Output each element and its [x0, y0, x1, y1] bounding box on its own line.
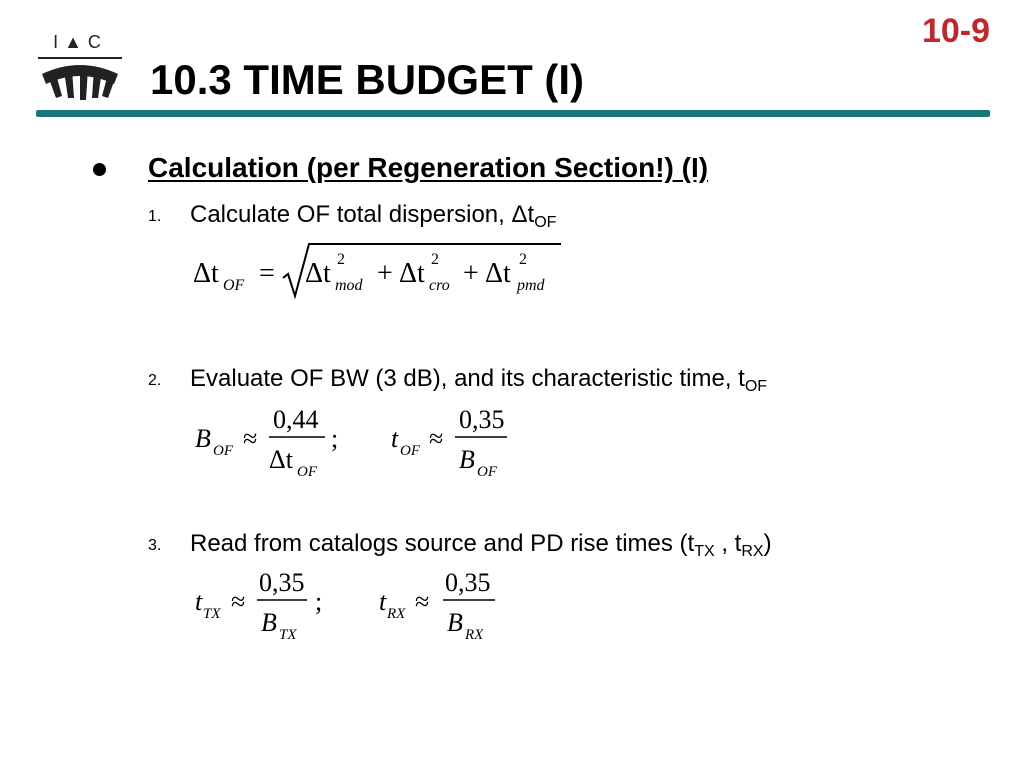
logo-emblem-icon	[34, 32, 126, 122]
f2-den1-sub: OF	[297, 464, 317, 480]
f3-den2: B	[447, 608, 463, 637]
f3-num1: 0,35	[259, 568, 305, 597]
formula-rise-times	[185, 563, 525, 653]
f3-sep: ;	[315, 587, 323, 616]
f1-lhs-sub: OF	[223, 277, 245, 294]
step-number: 1.	[148, 208, 162, 225]
title-rule	[36, 110, 990, 117]
f1-t1: Δt	[305, 258, 331, 289]
slide-number: 10-9	[921, 12, 990, 50]
formula-bandwidth	[185, 400, 545, 490]
f2-num2: 0,35	[459, 405, 505, 434]
f1-plus2: +	[463, 258, 479, 289]
slide-title: 10.3 TIME BUDGET (I)	[150, 56, 585, 103]
f2-approx2: ≈	[429, 424, 444, 453]
f3-approx1: ≈	[231, 587, 246, 616]
f2-den2-sub: OF	[477, 464, 497, 480]
step-number: 3.	[148, 537, 162, 554]
f1-lhs: Δt	[193, 258, 219, 289]
f3-den1: B	[261, 608, 277, 637]
f1-t1-exp: 2	[337, 251, 345, 268]
step-text: Evaluate OF BW (3 dB), and its characteristic time, $t_{OF}$	[190, 365, 768, 395]
step-text: Read from catalogs source and PD rise times ($t_{TX}$ , $t_{RX}$)	[190, 530, 772, 560]
f1-eq: =	[259, 258, 275, 289]
logo-text: I▲C	[53, 32, 107, 52]
f2-a-sub: OF	[213, 443, 233, 459]
step-number: 2.	[148, 372, 162, 389]
f3-a-sub: TX	[203, 606, 221, 622]
bullet-heading: Calculation (per Regeneration Section!) (I)	[148, 152, 709, 183]
f2-den1: Δt	[269, 445, 293, 474]
f2-approx1: ≈	[243, 424, 258, 453]
f1-t2-sub: cro	[429, 277, 450, 294]
f2-num1: 0,44	[273, 405, 319, 434]
f1-plus1: +	[377, 258, 393, 289]
f2-sep: ;	[331, 424, 339, 453]
f2-b-sub: OF	[400, 443, 420, 459]
f1-t3-exp: 2	[519, 251, 527, 268]
f3-num2: 0,35	[445, 568, 491, 597]
f3-a: t	[195, 587, 203, 616]
f2-b: t	[391, 424, 399, 453]
f3-den2-sub: RX	[465, 627, 484, 643]
f3-approx2: ≈	[415, 587, 430, 616]
f2-den2: B	[459, 445, 475, 474]
f1-t2: Δt	[399, 258, 425, 289]
f3-b: t	[379, 587, 387, 616]
f3-den1-sub: TX	[279, 627, 297, 643]
f1-t1-sub: mod	[335, 277, 363, 294]
iac-logo	[34, 32, 126, 122]
f1-t3-sub: pmd	[517, 277, 545, 294]
f3-b-sub: RX	[387, 606, 406, 622]
bullet-icon	[93, 163, 106, 176]
step-text: Calculate OF total dispersion, $\Delta t_{OF}$	[190, 201, 557, 231]
formula-total-dispersion	[185, 238, 585, 308]
f1-t2-exp: 2	[431, 251, 439, 268]
f2-a: B	[195, 424, 211, 453]
f1-t3: Δt	[485, 258, 511, 289]
